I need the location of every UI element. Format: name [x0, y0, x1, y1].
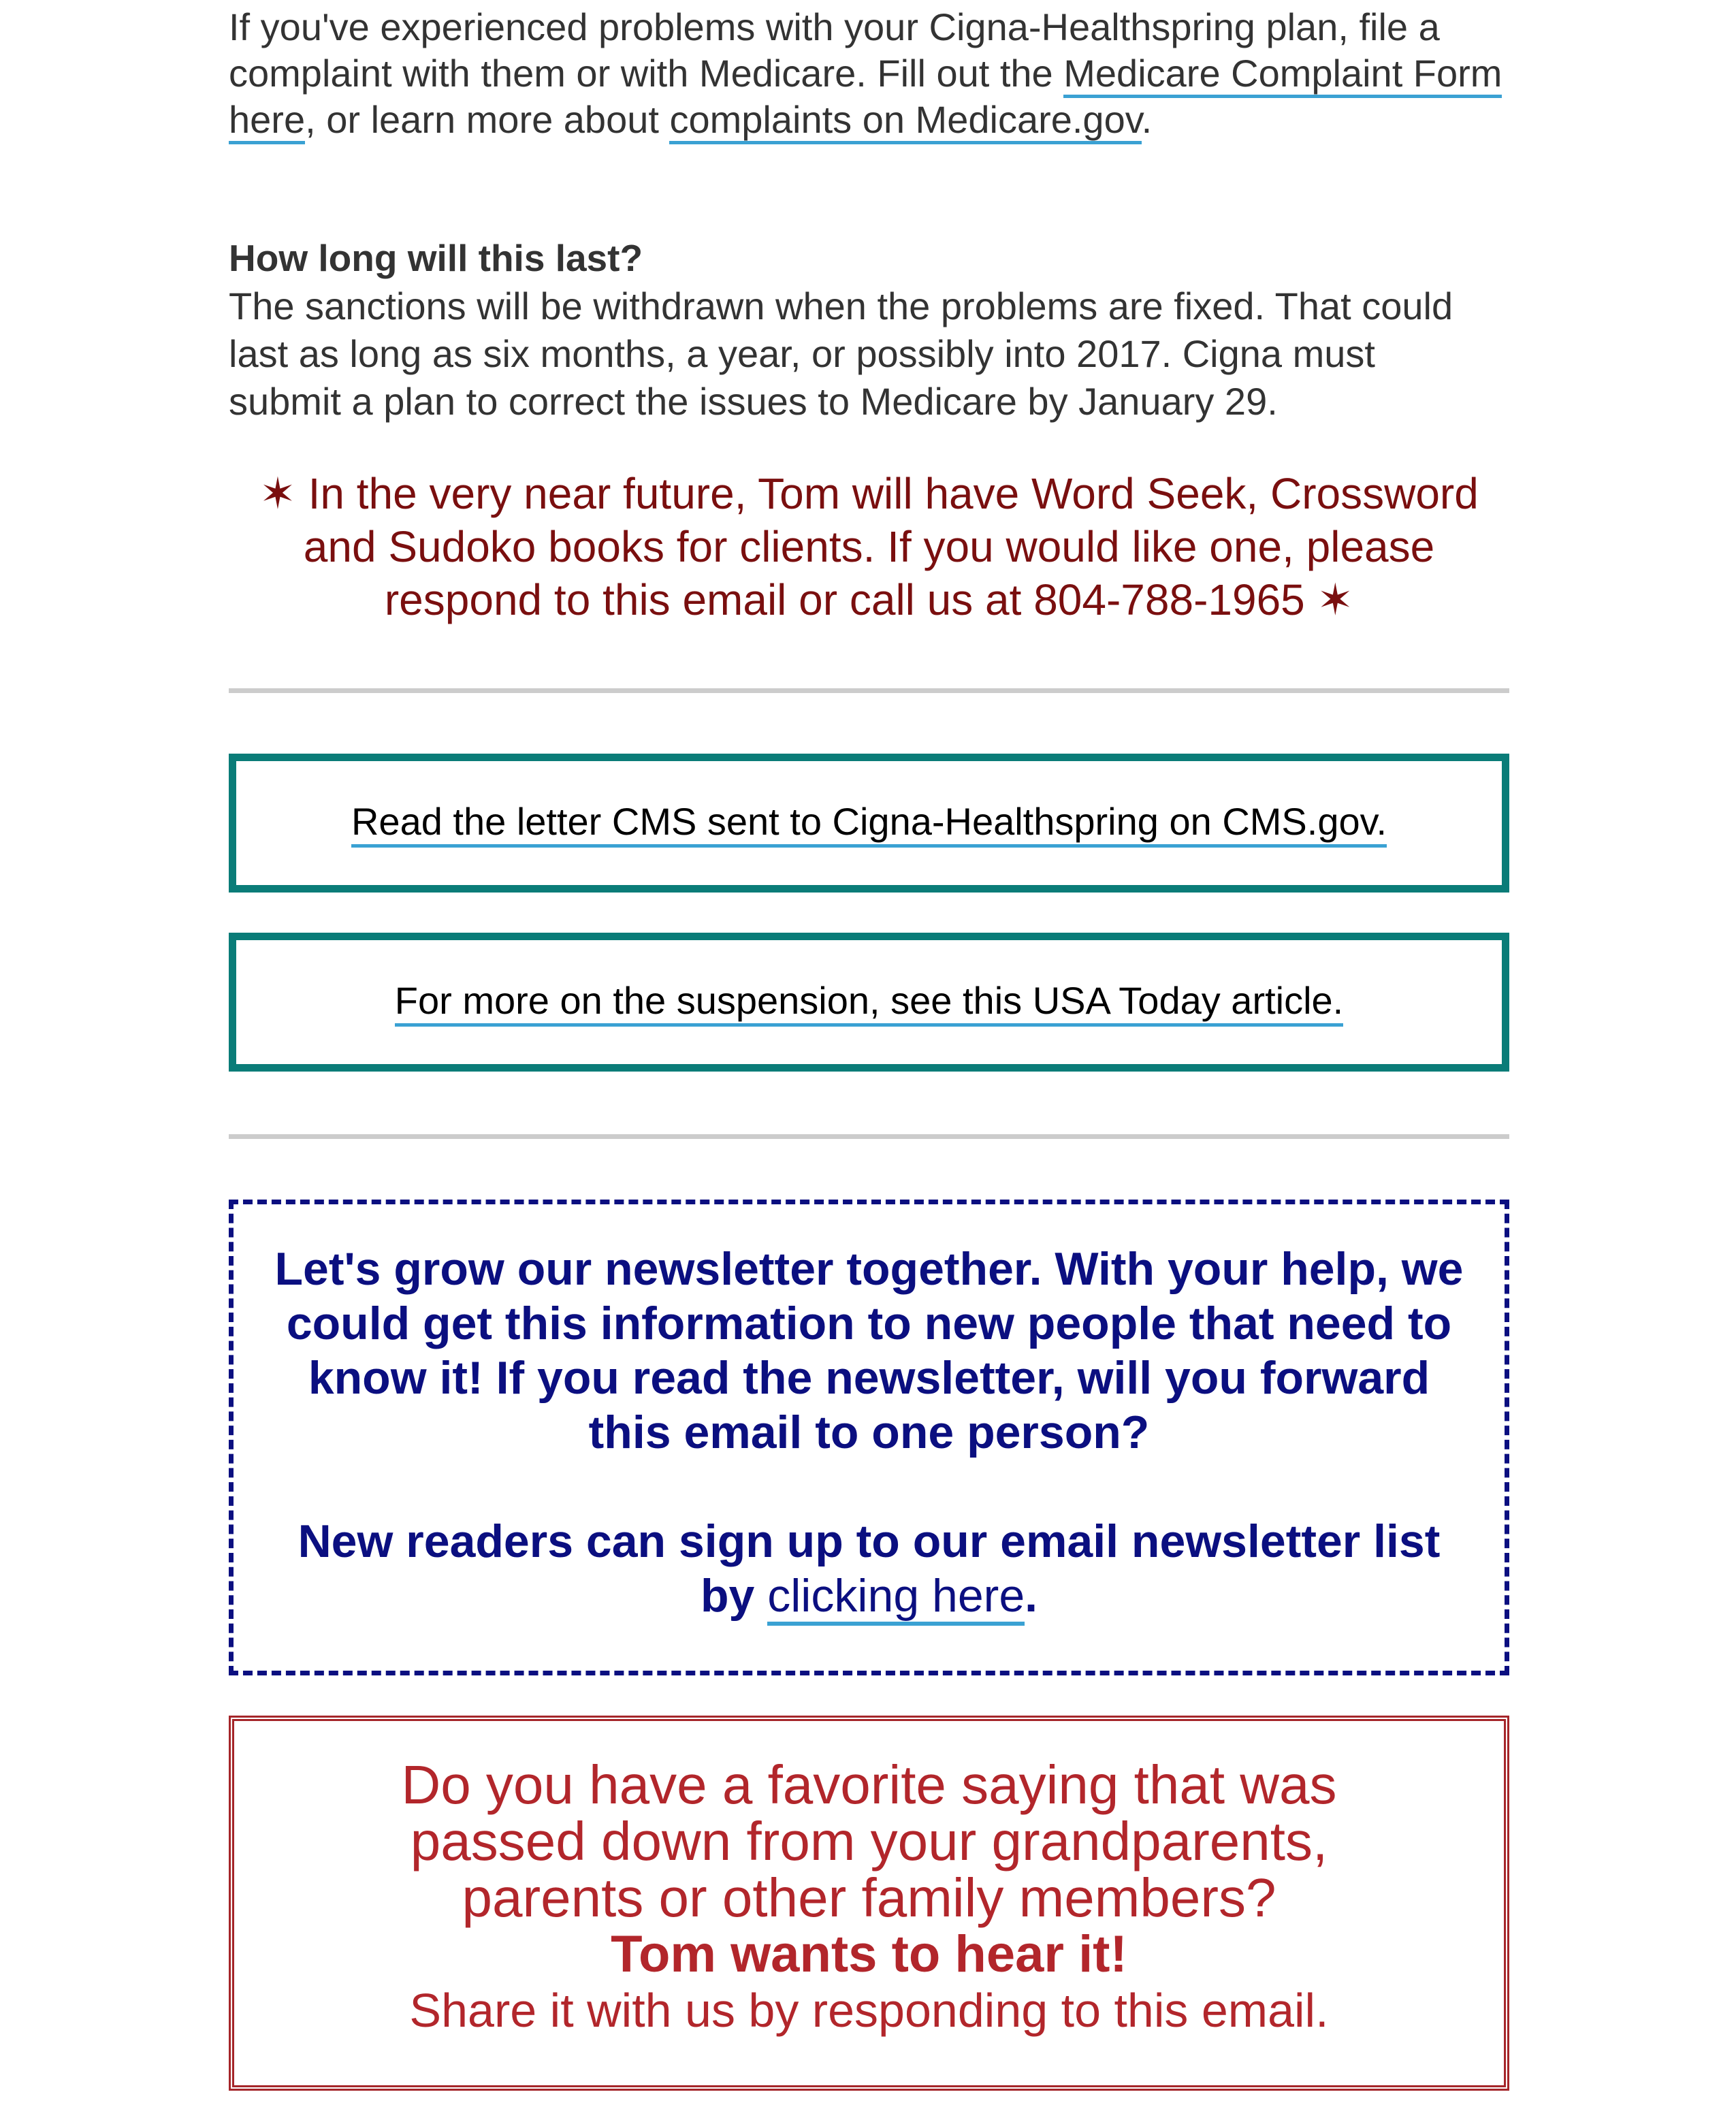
- signup-text-end: .: [1025, 1570, 1038, 1622]
- saying-question: Do you have a favorite saying that was passed down from your grandparents, parents or other family members?: [401, 1754, 1337, 1928]
- promo-text: [225, 467, 1513, 626]
- family-saying-box: [229, 1716, 1509, 2091]
- duration-heading: How long will this last?: [229, 237, 643, 279]
- newsletter-signup-text: [274, 1514, 1464, 1623]
- promo-message: In the very near future, Tom will have Word Seek, Crossword and Sudoko books for clients. If you would like one, please respond to this email or call us at 804-788-1965: [303, 469, 1479, 624]
- usa-today-article-link[interactable]: For more on the suspension, see this USA Today article.: [395, 978, 1343, 1027]
- divider: [229, 1134, 1509, 1139]
- cms-letter-box: [229, 754, 1509, 893]
- promo-section: [225, 467, 1513, 626]
- saying-bold: Tom wants to hear it!: [611, 1925, 1127, 1983]
- complaint-paragraph: [229, 4, 1509, 143]
- signup-link[interactable]: clicking here: [767, 1570, 1025, 1626]
- complaint-text-middle: , or learn more about: [305, 98, 670, 141]
- usa-today-box: [229, 933, 1509, 1072]
- complaints-medicare-gov-link[interactable]: complaints on Medicare.gov: [669, 98, 1141, 144]
- newsletter-grow-text: Let's grow our newsletter together. With your help, we could get this information to new people that need to know it! If you read the newsletter, will you forward this email to one person?: [274, 1243, 1464, 1458]
- medicare-complaint-form-link[interactable]: Medicare Complaint Form here: [229, 52, 1502, 144]
- duration-body: The sanctions will be withdrawn when the problems are fixed. That could last as long as six months, a year, or possibly into 2017. Cigna must submit a plan to correct the issues to Medicare by January 29.: [229, 285, 1453, 423]
- divider: [229, 688, 1509, 693]
- star-icon: ✶: [1317, 575, 1354, 624]
- star-icon: ✶: [259, 469, 296, 518]
- duration-section: [229, 235, 1495, 425]
- complaint-text-end: .: [1141, 98, 1153, 141]
- newsletter-box: [229, 1200, 1509, 1675]
- complaint-section: [229, 4, 1509, 143]
- signup-text: New readers can sign up to our email newsletter list by: [298, 1515, 1441, 1622]
- cms-letter-link[interactable]: Read the letter CMS sent to Cigna-Healthspring on CMS.gov.: [351, 799, 1387, 848]
- saying-cta: Share it with us by responding to this email.: [409, 1984, 1329, 2037]
- complaint-text: If you've experienced problems with your Cigna-Healthspring plan, file a complaint with them or with Medicare. Fill out the: [229, 5, 1440, 95]
